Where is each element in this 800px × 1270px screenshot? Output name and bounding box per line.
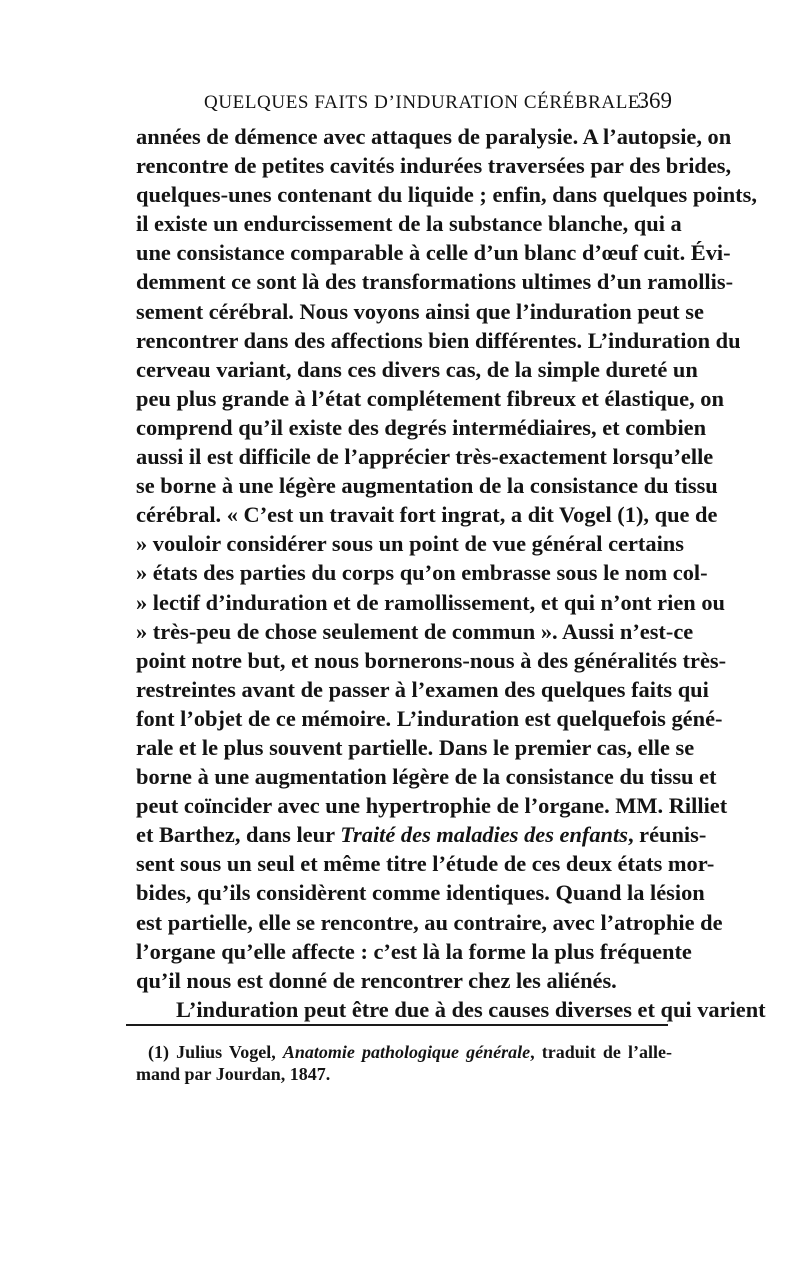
text-fragment: et Barthez, dans leur <box>136 822 341 848</box>
text-line: font l’objet de ce mémoire. L’induration est quelquefois géné- <box>136 705 723 731</box>
text-line: sent sous un seul et même titre l’étude de ces deux états mor- <box>136 851 715 877</box>
text-line: quelques-unes contenant du liquide ; enfin, dans quelques points, <box>136 182 757 208</box>
text-line: aussi il est difficile de l’apprécier très-exactement lorsqu’elle <box>136 444 714 470</box>
text-line: » lectif d’induration et de ramollissement, et qui n’ont rien ou <box>136 589 725 615</box>
page-header <box>136 86 672 122</box>
text-line: rale et le plus souvent partielle. Dans le premier cas, elle se <box>136 734 695 760</box>
text-line: demment ce sont là des transformations ultimes d’un ramollis- <box>136 269 734 295</box>
page-number: 369 <box>637 88 672 113</box>
text-line: cérébral. « C’est un travait fort ingrat, a dit Vogel (1), que de <box>136 502 718 528</box>
text-line: rencontrer dans des affections bien différentes. L’induration du <box>136 327 741 353</box>
text-line: L’induration peut être due à des causes diverses et qui varient <box>176 996 766 1022</box>
text-line: point notre but, et nous bornerons-nous à des généralités très- <box>136 647 727 673</box>
text-line: borne à une augmentation légère de la consistance du tissu et <box>136 764 717 790</box>
text-line: l’organe qu’elle affecte : c’est là la forme la plus fréquente <box>136 938 692 964</box>
text-line: bides, qu’ils considèrent comme identiques. Quand la lésion <box>136 880 705 906</box>
text-line: qu’il nous est donné de rencontrer chez les aliénés. <box>136 967 617 993</box>
footnote <box>136 1041 672 1085</box>
text-line: se borne à une légère augmentation de la consistance du tissu <box>136 473 718 499</box>
text-line: » états des parties du corps qu’on embrasse sous le nom col- <box>136 560 708 586</box>
paragraph-2 <box>136 995 766 1024</box>
running-title: QUELQUES FAITS D’INDURATION CÉRÉBRALE. <box>204 92 646 113</box>
text-line: restreintes avant de passer à l’examen des quelques faits qui <box>136 676 709 702</box>
cited-work-title: Anatomie pathologique générale <box>282 1042 531 1062</box>
text-line: sement cérébral. Nous voyons ainsi que l’induration peut se <box>136 298 704 324</box>
text-line: cerveau variant, dans ces divers cas, de la simple dureté un <box>136 356 698 382</box>
text-fragment: , traduit de l’alle- <box>530 1042 672 1062</box>
paragraph-1 <box>136 122 757 995</box>
cited-work-title: Traité des maladies des enfants <box>340 822 628 848</box>
text-line: rencontre de petites cavités indurées traversées par des brides, <box>136 153 732 179</box>
text-line-with-title <box>136 820 707 849</box>
text-line: peut coïncider avec une hypertrophie de l’organe. MM. Rilliet <box>136 793 728 819</box>
footnote-rule <box>126 1024 668 1026</box>
text-line: une consistance comparable à celle d’un blanc d’œuf cuit. Évi- <box>136 240 731 266</box>
text-line: peu plus grande à l’état complétement fibreux et élastique, on <box>136 385 724 411</box>
text-line: » très-peu de chose seulement de commun ». Aussi n’est-ce <box>136 618 694 644</box>
text-fragment: , réunis- <box>627 822 707 848</box>
text-line: il existe un endurcissement de la substance blanche, qui a <box>136 211 682 237</box>
text-fragment: (1) Julius Vogel, <box>148 1042 283 1062</box>
footnote-line: mand par Jourdan, 1847. <box>136 1064 331 1084</box>
body-text <box>136 122 766 1024</box>
text-line: années de démence avec attaques de paralysie. A l’autopsie, on <box>136 124 732 149</box>
text-line: » vouloir considérer sous un point de vue général certains <box>136 531 684 557</box>
text-line: comprend qu’il existe des degrés intermédiaires, et combien <box>136 414 707 440</box>
text-line: est partielle, elle se rencontre, au contraire, avec l’atrophie de <box>136 909 723 935</box>
footnote-line <box>136 1041 672 1063</box>
